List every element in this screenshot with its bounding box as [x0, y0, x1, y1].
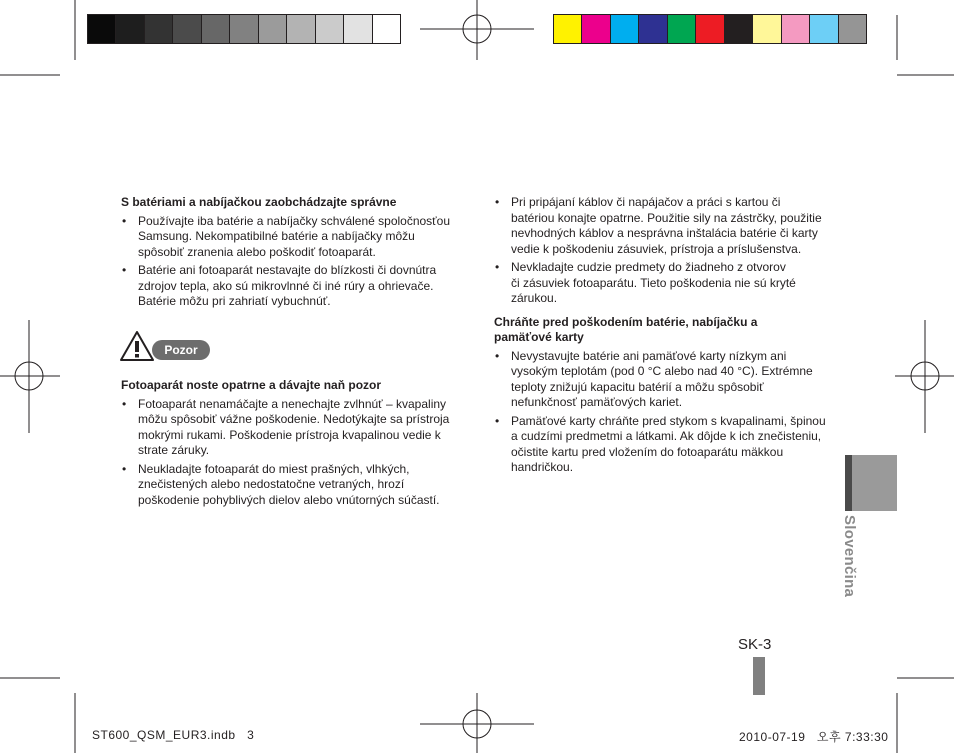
color-swatch: [582, 15, 610, 43]
list-item: • Batérie ani fotoaparát nestavajte do blízkosti či dovnútra zdrojov tepla, ako sú mikrovlnné či iné rúry a ohrievače. Batérie môžu pri zahriatí vybuchnúť.: [121, 263, 461, 310]
language-tab-block: [852, 455, 897, 511]
section-heading-camera-care: Fotoaparát noste opatrne a dávajte naň pozor: [121, 378, 382, 392]
battery-handling-list: [121, 214, 461, 310]
color-swatch: [696, 15, 724, 43]
list-item: • Pri pripájaní káblov či napájačov a práci s kartou či batériou konajte opatrne. Použitie sily na zástrčky, použitie nevhodných káblov a nesprávna inštalácia batérie či karty vedie k poškodeniu zásuviek, prístroja a príslušenstva.: [494, 195, 834, 257]
list-item: • Používajte iba batérie a nabíjačky schválené spoločnosťou Samsung. Nekompatibilné batérie a nabíjačky môžu spôsobiť zranenia alebo poškodiť fotoaparát.: [121, 214, 461, 261]
gray-swatch: [145, 15, 173, 43]
language-tab-dark-strip: [845, 455, 852, 511]
gray-swatch: [287, 15, 315, 43]
language-tab-label: Slovenčina: [841, 515, 858, 598]
color-swatch: [753, 15, 781, 43]
gray-swatch: [173, 15, 201, 43]
footer-timestamp: 2010-07-19 오후 7:33:30: [739, 730, 889, 744]
gray-swatch: [316, 15, 344, 43]
list-item: • Pamäťové karty chráňte pred stykom s kvapalinami, špinou a cudzími predmetmi a látkami. Ak dôjde k ich znečisteniu, očistite kartu pred vložením do fotoaparátu mäkkou handričkou.: [494, 414, 834, 476]
list-item: • Neukladajte fotoaparát do miest prašných, vlhkých, znečistených alebo nedostatočne vetraných, hrozí poškodenie pohyblivých dielov alebo vnútorných súčastí.: [121, 462, 461, 509]
color-swatch: [839, 15, 866, 43]
grayscale-color-bar: [87, 14, 401, 44]
section-heading-protect-batteries: Chráňte pred poškodením batérie, nabíjačku a pamäťové karty: [494, 314, 758, 344]
right-column: [494, 195, 834, 479]
page-number: SK-3: [738, 636, 772, 653]
section-heading-battery-handling: S batériami a nabíjačkou zaobchádzajte správne: [121, 195, 397, 209]
gray-swatch: [373, 15, 400, 43]
footer-file-info: ST600_QSM_EUR3.indb 3: [92, 728, 255, 742]
process-color-bar: [553, 14, 867, 44]
gray-swatch: [116, 15, 144, 43]
color-swatch: [611, 15, 639, 43]
list-item: • Fotoaparát nenamáčajte a nenechajte zvlhnúť – kvapaliny môžu spôsobiť vážne poškodenie. Nedotýkajte sa prístroja mokrými rukami. Poškodenie prístroja kvapalinou vedie k strate záruky.: [121, 397, 461, 459]
gray-swatch: [230, 15, 258, 43]
list-item: • Nevkladajte cudzie predmety do žiadneho z otvorov či zásuviek fotoaparátu. Tieto poškodenia nie sú kryté zárukou.: [494, 260, 834, 307]
left-column-lower: [121, 378, 461, 511]
color-swatch: [668, 15, 696, 43]
color-swatch: [810, 15, 838, 43]
left-column: [121, 195, 461, 313]
warning-triangle-icon: [120, 330, 156, 362]
page-number-bar: [753, 657, 765, 695]
camera-care-list: [121, 397, 461, 509]
gray-swatch: [259, 15, 287, 43]
protect-batteries-list: [494, 349, 834, 476]
color-swatch: [639, 15, 667, 43]
gray-swatch: [202, 15, 230, 43]
caution-label: Pozor: [152, 340, 210, 360]
connection-care-list: [494, 195, 834, 307]
color-swatch: [782, 15, 810, 43]
color-swatch: [725, 15, 753, 43]
gray-swatch: [344, 15, 372, 43]
gray-swatch: [88, 15, 116, 43]
list-item: • Nevystavujte batérie ani pamäťové karty nízkym ani vysokým teplotám (pod 0 °C alebo nad 40 °C). Extrémne teploty znižujú kapacitu batérií a môžu spôsobiť nefunkčnosť pamäťových kariet.: [494, 349, 834, 411]
color-swatch: [554, 15, 582, 43]
